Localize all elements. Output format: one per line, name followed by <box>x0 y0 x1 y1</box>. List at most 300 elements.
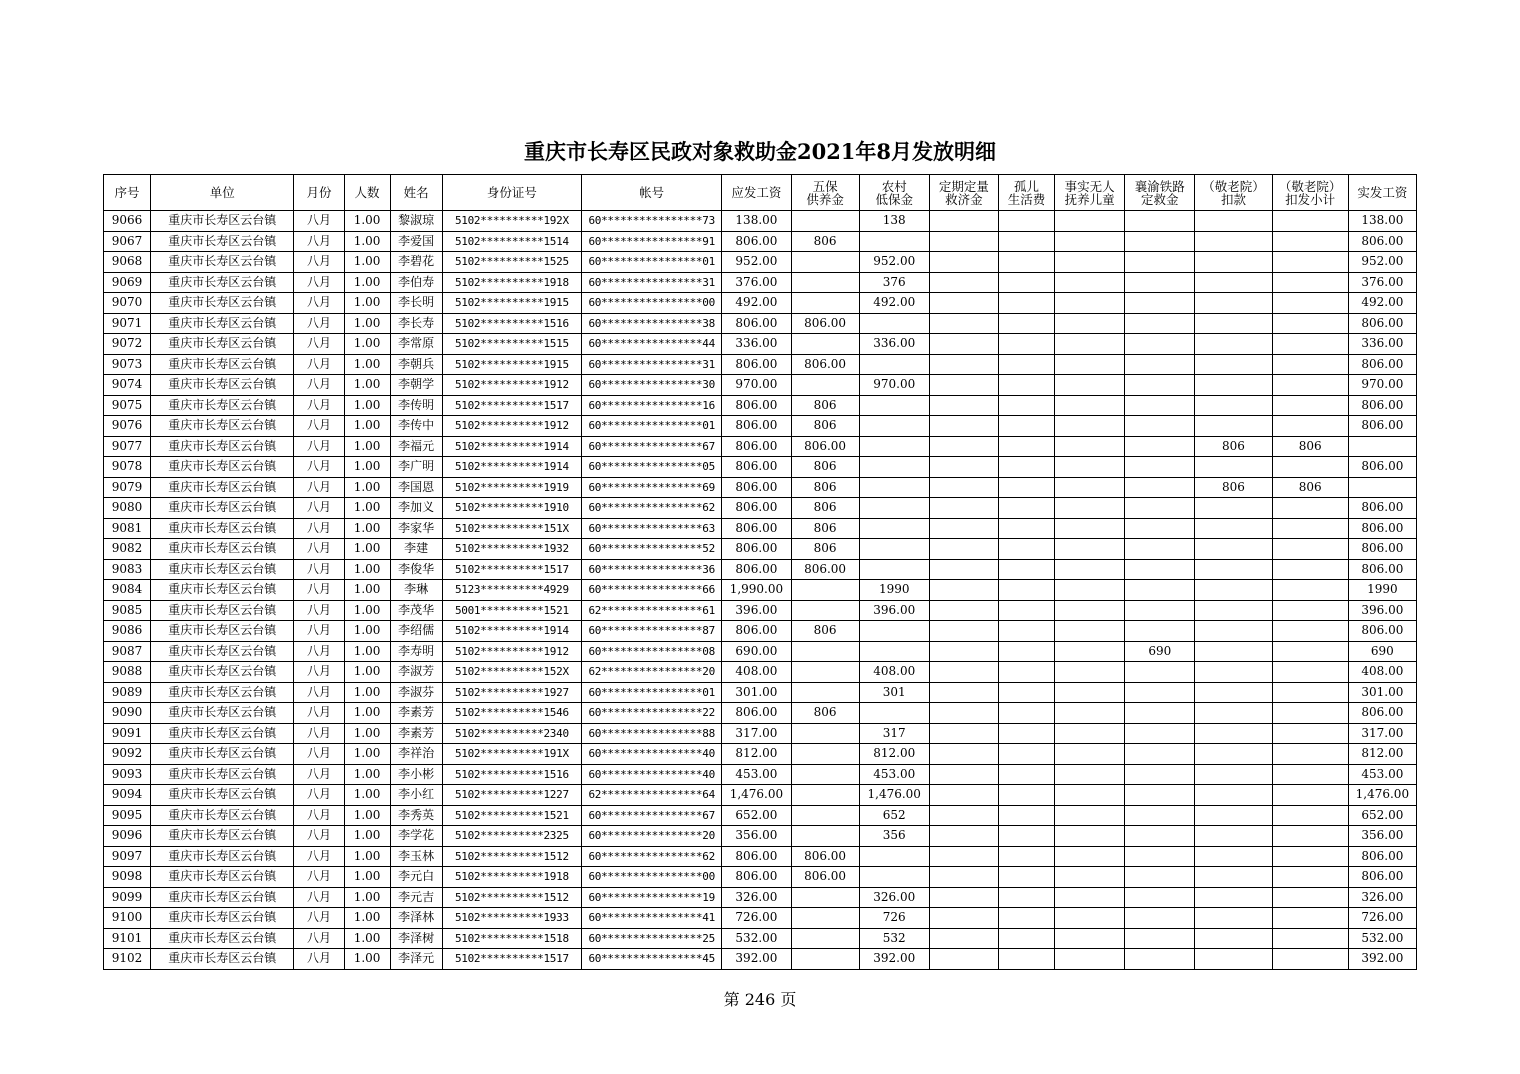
column-header-sublabel: 定救金 <box>1141 191 1179 207</box>
table-row <box>104 231 1417 252</box>
table-row <box>104 949 1417 970</box>
cell-seq: 9083 <box>104 559 151 580</box>
cell-dingqi <box>929 252 998 273</box>
cell-railway <box>1125 805 1195 826</box>
cell-count: 1.00 <box>344 764 390 785</box>
cell-deduct <box>1195 908 1272 929</box>
column-header-label: 五保 <box>812 178 838 194</box>
table-row <box>104 764 1417 785</box>
cell-deduct <box>1195 703 1272 724</box>
cell-subtotal <box>1272 621 1348 642</box>
cell-id: 5102**********1518 <box>442 928 581 949</box>
cell-unsupported <box>1055 662 1125 683</box>
cell-count: 1.00 <box>344 539 390 560</box>
cell-unsupported <box>1055 457 1125 478</box>
cell-name: 李朝学 <box>390 375 442 396</box>
cell-seq: 9066 <box>104 211 151 232</box>
cell-id: 5102**********1918 <box>442 867 581 888</box>
cell-actual: 396.00 <box>1348 600 1416 621</box>
cell-month: 八月 <box>294 375 344 396</box>
cell-subtotal <box>1272 580 1348 601</box>
cell-month: 八月 <box>294 436 344 457</box>
cell-actual: 970.00 <box>1348 375 1416 396</box>
cell-subtotal <box>1272 908 1348 929</box>
cell-name: 李泽林 <box>390 908 442 929</box>
cell-orphan <box>998 375 1054 396</box>
cell-orphan <box>998 785 1054 806</box>
cell-orphan <box>998 621 1054 642</box>
column-header-dibao <box>859 175 929 211</box>
cell-account: 60****************62 <box>582 846 722 867</box>
cell-subtotal <box>1272 211 1348 232</box>
cell-dingqi <box>929 867 998 888</box>
column-header-label: 序号 <box>114 185 140 200</box>
cell-unsupported <box>1055 887 1125 908</box>
cell-unit: 重庆市长寿区云台镇 <box>151 231 294 252</box>
cell-count: 1.00 <box>344 621 390 642</box>
cell-account: 60****************73 <box>582 211 722 232</box>
cell-wubao <box>791 785 859 806</box>
cell-actual: 806.00 <box>1348 621 1416 642</box>
cell-month: 八月 <box>294 334 344 355</box>
cell-orphan <box>998 436 1054 457</box>
cell-dingqi <box>929 703 998 724</box>
column-header-sublabel: 扣款 <box>1220 191 1246 207</box>
cell-unit: 重庆市长寿区云台镇 <box>151 395 294 416</box>
table-row <box>104 416 1417 437</box>
cell-account: 60****************08 <box>582 641 722 662</box>
cell-unsupported <box>1055 354 1125 375</box>
cell-deduct <box>1195 805 1272 826</box>
cell-orphan <box>998 703 1054 724</box>
cell-unit: 重庆市长寿区云台镇 <box>151 539 294 560</box>
cell-month: 八月 <box>294 559 344 580</box>
cell-account: 60****************69 <box>582 477 722 498</box>
cell-dingqi <box>929 723 998 744</box>
cell-dibao: 326.00 <box>859 887 929 908</box>
cell-count: 1.00 <box>344 416 390 437</box>
cell-railway <box>1125 723 1195 744</box>
column-header-sublabel: 供养金 <box>806 191 844 207</box>
cell-name: 李传中 <box>390 416 442 437</box>
cell-actual: 806.00 <box>1348 231 1416 252</box>
cell-dingqi <box>929 395 998 416</box>
cell-wubao: 806 <box>791 457 859 478</box>
cell-account: 62****************20 <box>582 662 722 683</box>
cell-actual: 1,476.00 <box>1348 785 1416 806</box>
cell-seq: 9085 <box>104 600 151 621</box>
cell-dingqi <box>929 682 998 703</box>
cell-account: 60****************52 <box>582 539 722 560</box>
cell-payable: 806.00 <box>722 559 791 580</box>
cell-name: 李素芳 <box>390 703 442 724</box>
cell-dingqi <box>929 785 998 806</box>
cell-wubao: 806.00 <box>791 559 859 580</box>
cell-unsupported <box>1055 867 1125 888</box>
cell-wubao <box>791 744 859 765</box>
cell-id: 5102**********2340 <box>442 723 581 744</box>
cell-name: 李国恩 <box>390 477 442 498</box>
cell-id: 5102**********1512 <box>442 887 581 908</box>
cell-unit: 重庆市长寿区云台镇 <box>151 600 294 621</box>
cell-count: 1.00 <box>344 477 390 498</box>
cell-actual: 952.00 <box>1348 252 1416 273</box>
cell-name: 李学花 <box>390 826 442 847</box>
cell-deduct <box>1195 641 1272 662</box>
cell-seq: 9075 <box>104 395 151 416</box>
cell-month: 八月 <box>294 580 344 601</box>
cell-orphan <box>998 826 1054 847</box>
cell-railway <box>1125 375 1195 396</box>
cell-wubao <box>791 805 859 826</box>
cell-orphan <box>998 211 1054 232</box>
cell-id: 5102**********1525 <box>442 252 581 273</box>
cell-count: 1.00 <box>344 375 390 396</box>
cell-dingqi <box>929 641 998 662</box>
cell-deduct <box>1195 928 1272 949</box>
cell-actual: 806.00 <box>1348 539 1416 560</box>
cell-dibao: 532 <box>859 928 929 949</box>
cell-seq: 9070 <box>104 293 151 314</box>
table-row <box>104 559 1417 580</box>
cell-payable: 806.00 <box>722 416 791 437</box>
cell-dingqi <box>929 518 998 539</box>
cell-id: 5102**********1914 <box>442 621 581 642</box>
cell-name: 李俊华 <box>390 559 442 580</box>
cell-id: 5102**********1914 <box>442 436 581 457</box>
column-header-label: 姓名 <box>403 185 429 200</box>
cell-wubao <box>791 600 859 621</box>
cell-wubao: 806 <box>791 703 859 724</box>
column-header-label: 实发工资 <box>1357 185 1408 200</box>
cell-railway <box>1125 231 1195 252</box>
cell-month: 八月 <box>294 682 344 703</box>
column-header-sublabel: 低保金 <box>875 191 913 207</box>
cell-orphan <box>998 600 1054 621</box>
cell-payable: 301.00 <box>722 682 791 703</box>
cell-seq: 9095 <box>104 805 151 826</box>
cell-month: 八月 <box>294 518 344 539</box>
cell-dibao: 970.00 <box>859 375 929 396</box>
cell-payable: 492.00 <box>722 293 791 314</box>
cell-id: 5102**********1912 <box>442 416 581 437</box>
cell-dingqi <box>929 662 998 683</box>
cell-orphan <box>998 457 1054 478</box>
cell-wubao: 806 <box>791 395 859 416</box>
cell-month: 八月 <box>294 908 344 929</box>
cell-count: 1.00 <box>344 826 390 847</box>
cell-dibao: 1,476.00 <box>859 785 929 806</box>
cell-id: 5102**********152X <box>442 662 581 683</box>
table-row <box>104 928 1417 949</box>
cell-seq: 9072 <box>104 334 151 355</box>
cell-account: 60****************67 <box>582 805 722 826</box>
cell-seq: 9071 <box>104 313 151 334</box>
column-header-label: 应发工资 <box>731 185 782 200</box>
cell-deduct <box>1195 949 1272 970</box>
table-row <box>104 375 1417 396</box>
cell-id: 5102**********1912 <box>442 375 581 396</box>
cell-actual: 408.00 <box>1348 662 1416 683</box>
cell-actual: 690 <box>1348 641 1416 662</box>
cell-actual: 806.00 <box>1348 867 1416 888</box>
cell-subtotal <box>1272 559 1348 580</box>
cell-deduct <box>1195 375 1272 396</box>
column-header-label: 身份证号 <box>486 185 537 200</box>
cell-dingqi <box>929 539 998 560</box>
cell-seq: 9096 <box>104 826 151 847</box>
cell-account: 60****************25 <box>582 928 722 949</box>
cell-dibao: 396.00 <box>859 600 929 621</box>
cell-payable: 806.00 <box>722 477 791 498</box>
cell-wubao <box>791 211 859 232</box>
cell-dibao: 812.00 <box>859 744 929 765</box>
cell-seq: 9079 <box>104 477 151 498</box>
cell-account: 60****************41 <box>582 908 722 929</box>
cell-month: 八月 <box>294 498 344 519</box>
cell-subtotal <box>1272 826 1348 847</box>
cell-month: 八月 <box>294 641 344 662</box>
cell-unit: 重庆市长寿区云台镇 <box>151 313 294 334</box>
table-row <box>104 785 1417 806</box>
cell-unit: 重庆市长寿区云台镇 <box>151 949 294 970</box>
cell-orphan <box>998 887 1054 908</box>
cell-railway <box>1125 252 1195 273</box>
cell-seq: 9099 <box>104 887 151 908</box>
table-row <box>104 703 1417 724</box>
cell-orphan <box>998 477 1054 498</box>
cell-dingqi <box>929 621 998 642</box>
cell-dingqi <box>929 416 998 437</box>
cell-seq: 9091 <box>104 723 151 744</box>
cell-unit: 重庆市长寿区云台镇 <box>151 457 294 478</box>
cell-wubao: 806.00 <box>791 354 859 375</box>
cell-orphan <box>998 272 1054 293</box>
cell-payable: 806.00 <box>722 703 791 724</box>
cell-name: 李玉林 <box>390 846 442 867</box>
column-header-id <box>442 175 581 211</box>
cell-unit: 重庆市长寿区云台镇 <box>151 559 294 580</box>
cell-id: 5102**********1927 <box>442 682 581 703</box>
cell-wubao: 806.00 <box>791 436 859 457</box>
cell-subtotal <box>1272 600 1348 621</box>
cell-unsupported <box>1055 436 1125 457</box>
cell-wubao <box>791 764 859 785</box>
table-row <box>104 539 1417 560</box>
cell-deduct <box>1195 744 1272 765</box>
cell-seq: 9081 <box>104 518 151 539</box>
column-header-label: 襄渝铁路 <box>1134 178 1185 194</box>
column-header-sublabel: 生活费 <box>1007 191 1046 207</box>
cell-subtotal <box>1272 293 1348 314</box>
cell-id: 5102**********1516 <box>442 313 581 334</box>
cell-subtotal <box>1272 272 1348 293</box>
cell-unsupported <box>1055 949 1125 970</box>
cell-payable: 336.00 <box>722 334 791 355</box>
cell-count: 1.00 <box>344 334 390 355</box>
cell-subtotal <box>1272 498 1348 519</box>
cell-dingqi <box>929 559 998 580</box>
cell-payable: 806.00 <box>722 231 791 252</box>
cell-payable: 806.00 <box>722 846 791 867</box>
cell-id: 5102**********1932 <box>442 539 581 560</box>
cell-wubao <box>791 375 859 396</box>
cell-account: 60****************00 <box>582 293 722 314</box>
cell-orphan <box>998 949 1054 970</box>
cell-payable: 1,990.00 <box>722 580 791 601</box>
table-row <box>104 457 1417 478</box>
cell-railway <box>1125 395 1195 416</box>
cell-unsupported <box>1055 272 1125 293</box>
cell-dibao <box>859 867 929 888</box>
cell-wubao <box>791 641 859 662</box>
cell-count: 1.00 <box>344 211 390 232</box>
cell-dibao <box>859 559 929 580</box>
cell-unsupported <box>1055 375 1125 396</box>
cell-wubao <box>791 334 859 355</box>
cell-month: 八月 <box>294 764 344 785</box>
cell-payable: 806.00 <box>722 436 791 457</box>
cell-payable: 690.00 <box>722 641 791 662</box>
table-row <box>104 252 1417 273</box>
cell-wubao <box>791 949 859 970</box>
cell-railway <box>1125 928 1195 949</box>
cell-deduct <box>1195 559 1272 580</box>
cell-seq: 9080 <box>104 498 151 519</box>
cell-unsupported <box>1055 293 1125 314</box>
cell-name: 李爱国 <box>390 231 442 252</box>
cell-count: 1.00 <box>344 518 390 539</box>
column-header-label: 农村 <box>881 178 907 194</box>
cell-unsupported <box>1055 826 1125 847</box>
cell-orphan <box>998 231 1054 252</box>
cell-unit: 重庆市长寿区云台镇 <box>151 580 294 601</box>
cell-unit: 重庆市长寿区云台镇 <box>151 846 294 867</box>
cell-seq: 9082 <box>104 539 151 560</box>
table-row <box>104 744 1417 765</box>
cell-payable: 532.00 <box>722 928 791 949</box>
cell-dibao <box>859 498 929 519</box>
cell-id: 5102**********1918 <box>442 272 581 293</box>
cell-railway <box>1125 826 1195 847</box>
cell-name: 李秀英 <box>390 805 442 826</box>
cell-payable: 392.00 <box>722 949 791 970</box>
cell-dingqi <box>929 375 998 396</box>
table-row <box>104 477 1417 498</box>
cell-dibao <box>859 436 929 457</box>
cell-payable: 806.00 <box>722 313 791 334</box>
cell-actual: 301.00 <box>1348 682 1416 703</box>
cell-deduct <box>1195 252 1272 273</box>
cell-unsupported <box>1055 600 1125 621</box>
cell-seq: 9077 <box>104 436 151 457</box>
cell-name: 李素芳 <box>390 723 442 744</box>
cell-railway <box>1125 744 1195 765</box>
column-header-unsupported <box>1055 175 1125 211</box>
cell-wubao: 806.00 <box>791 867 859 888</box>
cell-orphan <box>998 764 1054 785</box>
cell-unit: 重庆市长寿区云台镇 <box>151 621 294 642</box>
cell-account: 60****************88 <box>582 723 722 744</box>
cell-name: 李绍儒 <box>390 621 442 642</box>
cell-actual: 532.00 <box>1348 928 1416 949</box>
cell-account: 60****************05 <box>582 457 722 478</box>
table-row <box>104 436 1417 457</box>
cell-dibao <box>859 313 929 334</box>
cell-actual: 138.00 <box>1348 211 1416 232</box>
cell-account: 60****************91 <box>582 231 722 252</box>
cell-account: 60****************01 <box>582 416 722 437</box>
cell-railway <box>1125 703 1195 724</box>
cell-railway <box>1125 682 1195 703</box>
cell-name: 李元白 <box>390 867 442 888</box>
cell-railway <box>1125 211 1195 232</box>
cell-deduct <box>1195 600 1272 621</box>
cell-account: 60****************16 <box>582 395 722 416</box>
table-row <box>104 518 1417 539</box>
cell-orphan <box>998 518 1054 539</box>
cell-id: 5102**********1521 <box>442 805 581 826</box>
cell-month: 八月 <box>294 600 344 621</box>
cell-railway <box>1125 416 1195 437</box>
cell-month: 八月 <box>294 949 344 970</box>
column-header-count <box>344 175 390 211</box>
cell-dibao <box>859 354 929 375</box>
cell-count: 1.00 <box>344 928 390 949</box>
cell-actual: 1990 <box>1348 580 1416 601</box>
cell-id: 5102**********1517 <box>442 949 581 970</box>
cell-railway <box>1125 293 1195 314</box>
cell-count: 1.00 <box>344 949 390 970</box>
cell-deduct <box>1195 416 1272 437</box>
cell-deduct <box>1195 395 1272 416</box>
column-header-label: 人数 <box>354 185 380 200</box>
cell-deduct <box>1195 539 1272 560</box>
cell-railway <box>1125 539 1195 560</box>
cell-name: 李广明 <box>390 457 442 478</box>
cell-unsupported <box>1055 477 1125 498</box>
cell-count: 1.00 <box>344 641 390 662</box>
cell-orphan <box>998 313 1054 334</box>
column-header-unit <box>151 175 294 211</box>
cell-name: 李泽元 <box>390 949 442 970</box>
cell-dibao: 952.00 <box>859 252 929 273</box>
cell-count: 1.00 <box>344 682 390 703</box>
cell-payable: 726.00 <box>722 908 791 929</box>
column-header-dingqi <box>929 175 998 211</box>
cell-name: 李元吉 <box>390 887 442 908</box>
column-header-label: 单位 <box>209 185 235 200</box>
cell-subtotal <box>1272 334 1348 355</box>
cell-unit: 重庆市长寿区云台镇 <box>151 785 294 806</box>
cell-subtotal <box>1272 805 1348 826</box>
cell-dibao <box>859 539 929 560</box>
cell-dibao <box>859 416 929 437</box>
cell-id: 5102**********191X <box>442 744 581 765</box>
cell-name: 李加义 <box>390 498 442 519</box>
cell-subtotal: 806 <box>1272 436 1348 457</box>
cell-name: 李伯寿 <box>390 272 442 293</box>
cell-railway <box>1125 887 1195 908</box>
cell-dingqi <box>929 744 998 765</box>
column-header-subtotal <box>1272 175 1348 211</box>
cell-wubao <box>791 580 859 601</box>
cell-account: 62****************61 <box>582 600 722 621</box>
cell-unsupported <box>1055 621 1125 642</box>
cell-payable: 970.00 <box>722 375 791 396</box>
cell-dingqi <box>929 805 998 826</box>
table-row <box>104 272 1417 293</box>
